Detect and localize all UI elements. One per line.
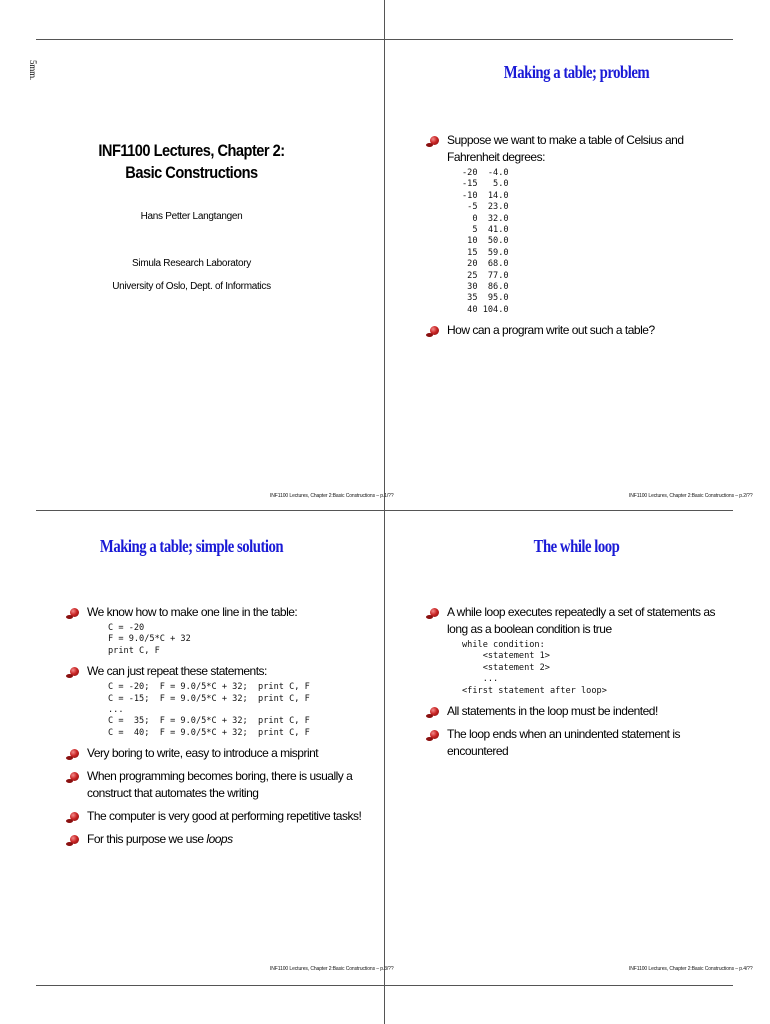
slide-1-title <box>0 40 394 510</box>
list-item: The computer is very good at performing repetitive tasks! <box>66 808 366 825</box>
list-item: We can just repeat these statements: <box>66 663 366 680</box>
list-item: When programming becomes boring, there is usually a construct that automates the writing <box>66 768 366 802</box>
lecture-title <box>0 140 383 184</box>
author-name: Hans Petter Langtangen <box>140 211 243 222</box>
list-item: A while loop executes repeatedly a set of statements as long as a boolean condition is true <box>426 604 716 638</box>
bullet-ball-icon <box>430 707 439 716</box>
bullet-ball-icon <box>70 835 79 844</box>
list-item: For this purpose we use loops <box>66 831 366 848</box>
bullet-ball-icon <box>430 136 439 145</box>
code-block: C = -20 F = 9.0/5*C + 32 print C, F <box>108 623 191 656</box>
bullet-ball-icon <box>430 326 439 335</box>
list-item: Suppose we want to make a table of Celsius and Fahrenheit degrees: <box>426 132 726 166</box>
margin-mark: 5mm. <box>28 60 38 80</box>
slide-footer: INF1100 Lectures, Chapter 2:Basic Constructions – p.2/?? <box>629 493 753 499</box>
slide-footer: INF1100 Lectures, Chapter 2:Basic Constructions – p.1/?? <box>270 493 394 499</box>
list-item: How can a program write out such a table? <box>426 322 726 339</box>
bullet-ball-icon <box>430 608 439 617</box>
list-item: Very boring to write, easy to introduce a misprint <box>66 745 366 762</box>
code-block: C = -20; F = 9.0/5*C + 32; print C, F C = -15; F = 9.0/5*C + 32; print C, F ... C = 35; F = 9.0/5*C + 32; print C, F C = 40; F = 9.0/5*C + 32; print C, F <box>108 682 310 738</box>
bullet-list <box>426 604 716 760</box>
bullet-ball-icon <box>70 812 79 821</box>
lecture-title-line2: Basic Constructions <box>125 163 258 182</box>
slide-2-table-problem <box>385 40 768 510</box>
bullet-list <box>66 604 366 848</box>
slide-3-simple-solution <box>0 512 394 982</box>
slide-footer: INF1100 Lectures, Chapter 2:Basic Constructions – p.3/?? <box>270 966 394 972</box>
slide-4-while-loop <box>385 512 768 982</box>
list-item: The loop ends when an unindented statement is encountered <box>426 726 716 760</box>
slide-title: Making a table; simple solution <box>99 536 284 556</box>
lecture-title-line1: INF1100 Lectures, Chapter 2: <box>98 141 285 160</box>
affiliation-simula: Simula Research Laboratory <box>132 258 251 269</box>
slide-title: The while loop <box>533 536 620 556</box>
bullet-ball-icon <box>70 667 79 676</box>
code-block: while condition: <statement 1> <statement 2> ... <first statement after loop> <box>462 640 607 696</box>
celsius-fahrenheit-table: -20 -4.0 -15 5.0 -10 14.0 -5 23.0 0 32.0 5 41.0 10 50.0 15 59.0 20 68.0 25 77.0 30 86.0 35 95.0 40 104.0 <box>462 168 509 315</box>
bullet-ball-icon <box>430 730 439 739</box>
slide-title: Making a table; problem <box>503 62 650 82</box>
bullet-ball-icon <box>70 749 79 758</box>
bullet-list <box>426 132 726 339</box>
bullet-ball-icon <box>70 772 79 781</box>
list-item: We know how to make one line in the table: <box>66 604 366 621</box>
list-item: All statements in the loop must be indented! <box>426 703 716 720</box>
bullet-ball-icon <box>70 608 79 617</box>
affiliation-uio: University of Oslo, Dept. of Informatics <box>112 281 271 292</box>
slide-footer: INF1100 Lectures, Chapter 2:Basic Constructions – p.4/?? <box>629 966 753 972</box>
